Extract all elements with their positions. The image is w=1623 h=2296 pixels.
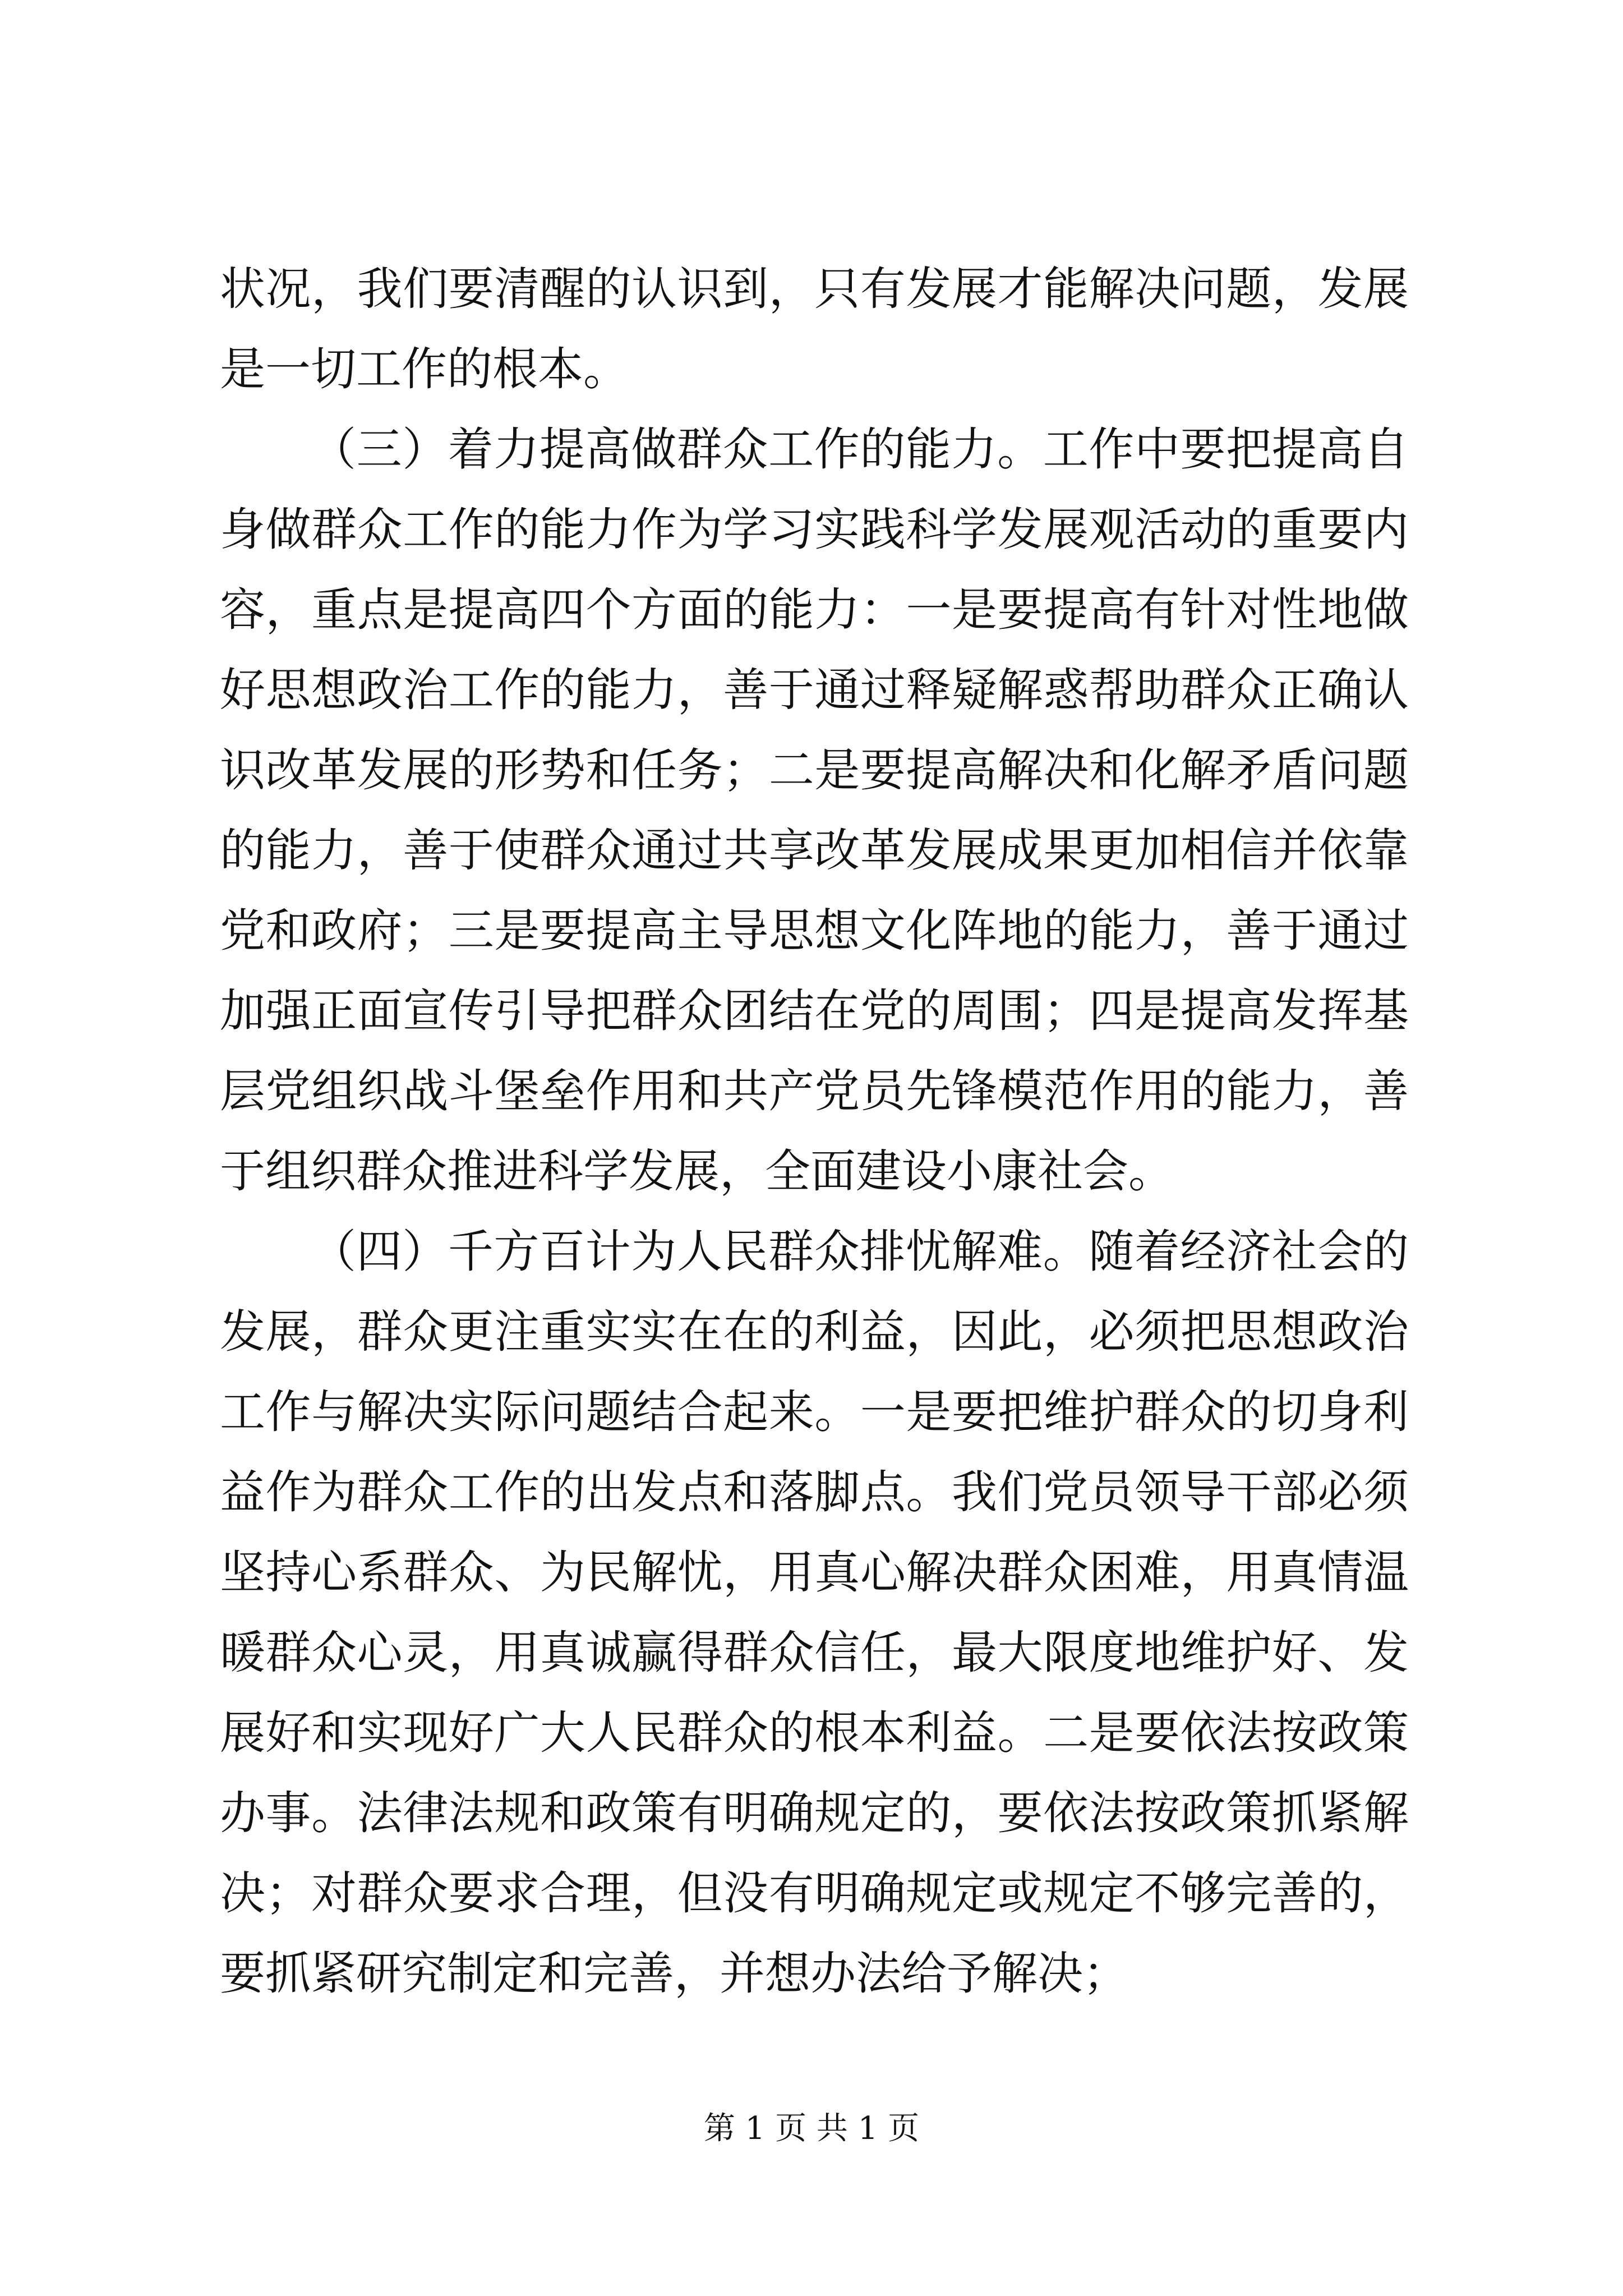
paragraph-section-three: （三）着力提高做群众工作的能力。工作中要把提高自身做群众工作的能力作为学习实践科学发展观活动的重要内容，重点是提高四个方面的能力：一是要提高有针对性地做好思想政治工作的能力，善于通过释疑解惑帮助群众正确认识改革发展的形势和任务；二是要提高解决和化解矛盾问题的能力，善于使群众通过共享改革发展成果更加相信并依靠党和政府；三是要提高主导思想文化阵地的能力，善于通过加强正面宣传引导把群众团结在党的周围；四是提高发挥基层党组织战斗堡垒作用和共产党员先锋模范作用的能力，善于组织群众推进科学发展，全面建设小康社会。 [220,424,1409,1198]
page-footer: 第 1 页 共 1 页 [703,2110,920,2147]
paragraph-section-four: （四）千方百计为人民群众排忧解难。随着经济社会的发展，群众更注重实实在在的利益，因此，必须把思想政治工作与解决实际问题结合起来。一是要把维护群众的切身利益作为群众工作的出发点和落脚点。我们党员领导干部必须坚持心系群众、为民解忧，用真心解决群众困难，用真情温暖群众心灵，用真诚赢得群众信任，最大限度地维护好、发展好和实现好广大人民群众的根本利益。二是要依法按政策办事。法律法规和政策有明确规定的，要依法按政策抓紧解决；对群众要求合理，但没有明确规定或规定不够完善的，要抓紧研究制定和完善，并想办法给予解决； [220,1226,1409,2000]
document-body [220,250,1409,2014]
paragraph-continuation: 状况，我们要清醒的认识到，只有发展才能解决问题，发展是一切工作的根本。 [220,263,1409,396]
